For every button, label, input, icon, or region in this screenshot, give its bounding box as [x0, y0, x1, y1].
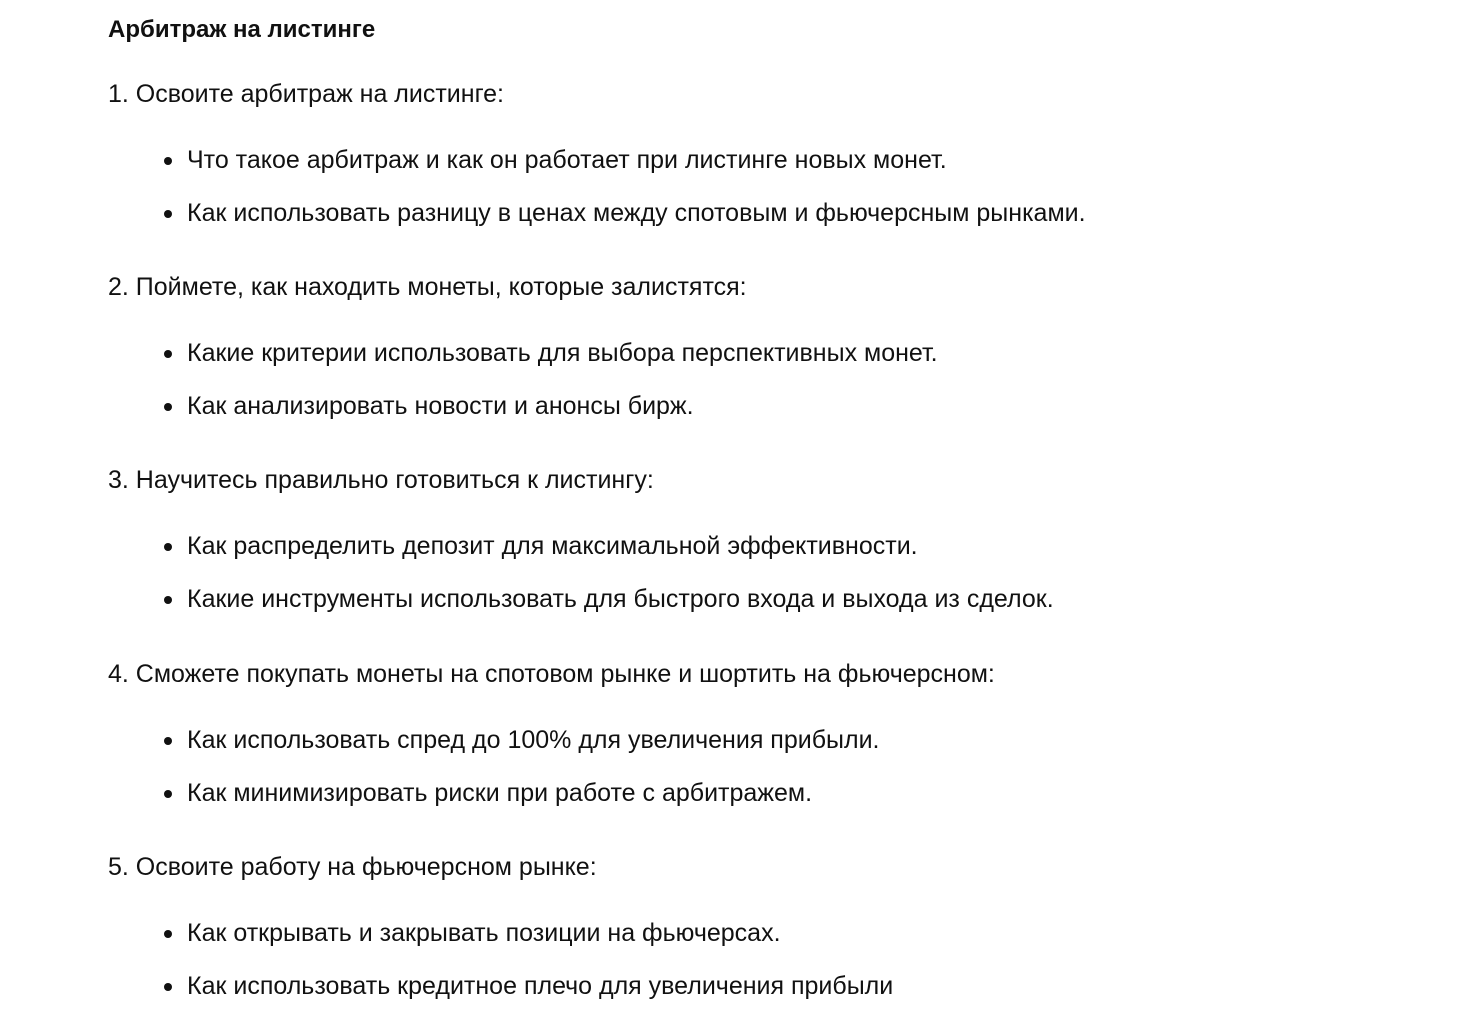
list-item-text: Какие инструменты использовать для быстрого входа и выхода из сделок. — [187, 585, 1054, 613]
list-item-text: Как распределить депозит для максимальной эффективности. — [187, 532, 918, 560]
list-item — [108, 723, 1408, 757]
list-item-text: Как использовать разницу в ценах между спотовым и фьючерсным рынками. — [187, 199, 1086, 227]
list-item — [108, 143, 1408, 177]
bullet-list — [108, 529, 1408, 616]
list-item-text: Как использовать кредитное плечо для увеличения прибыли — [187, 972, 894, 1000]
bullet-dot-icon — [164, 596, 172, 604]
section-4 — [108, 657, 1408, 810]
bullet-list — [108, 143, 1408, 230]
bullet-dot-icon — [164, 737, 172, 745]
section-2 — [108, 270, 1408, 423]
list-item — [108, 582, 1408, 616]
section-3 — [108, 463, 1408, 616]
bullet-dot-icon — [164, 403, 172, 411]
document-title: Арбитраж на листинге — [108, 16, 376, 43]
list-item — [108, 916, 1408, 950]
bullet-dot-icon — [164, 210, 172, 218]
bullet-list — [108, 916, 1408, 1003]
list-item — [108, 776, 1408, 810]
list-item — [108, 389, 1408, 423]
list-item — [108, 196, 1408, 230]
list-item-text: Как минимизировать риски при работе с арбитражем. — [187, 779, 813, 807]
section-heading: 1. Освоите арбитраж на листинге: — [108, 80, 504, 108]
bullet-list — [108, 336, 1408, 423]
bullet-list — [108, 723, 1408, 810]
section-heading: 3. Научитесь правильно готовиться к листингу: — [108, 466, 654, 494]
list-item-text: Как открывать и закрывать позиции на фьючерсах. — [187, 919, 781, 947]
bullet-dot-icon — [164, 790, 172, 798]
list-item — [108, 969, 1408, 1003]
bullet-dot-icon — [164, 543, 172, 551]
bullet-dot-icon — [164, 930, 172, 938]
list-item-text: Как анализировать новости и анонсы бирж. — [187, 392, 694, 420]
section-5 — [108, 850, 1408, 1003]
bullet-dot-icon — [164, 983, 172, 991]
bullet-dot-icon — [164, 157, 172, 165]
list-item-text: Что такое арбитраж и как он работает при листинге новых монет. — [187, 146, 947, 174]
section-heading: 2. Поймете, как находить монеты, которые залистятся: — [108, 273, 747, 301]
list-item-text: Какие критерии использовать для выбора перспективных монет. — [187, 339, 938, 367]
list-item — [108, 529, 1408, 563]
list-item-text: Как использовать спред до 100% для увеличения прибыли. — [187, 726, 880, 754]
section-heading: 5. Освоите работу на фьючерсном рынке: — [108, 853, 597, 881]
section-heading: 4. Сможете покупать монеты на спотовом рынке и шортить на фьючерсном: — [108, 660, 995, 688]
bullet-dot-icon — [164, 350, 172, 358]
section-1 — [108, 77, 1408, 230]
list-item — [108, 336, 1408, 370]
